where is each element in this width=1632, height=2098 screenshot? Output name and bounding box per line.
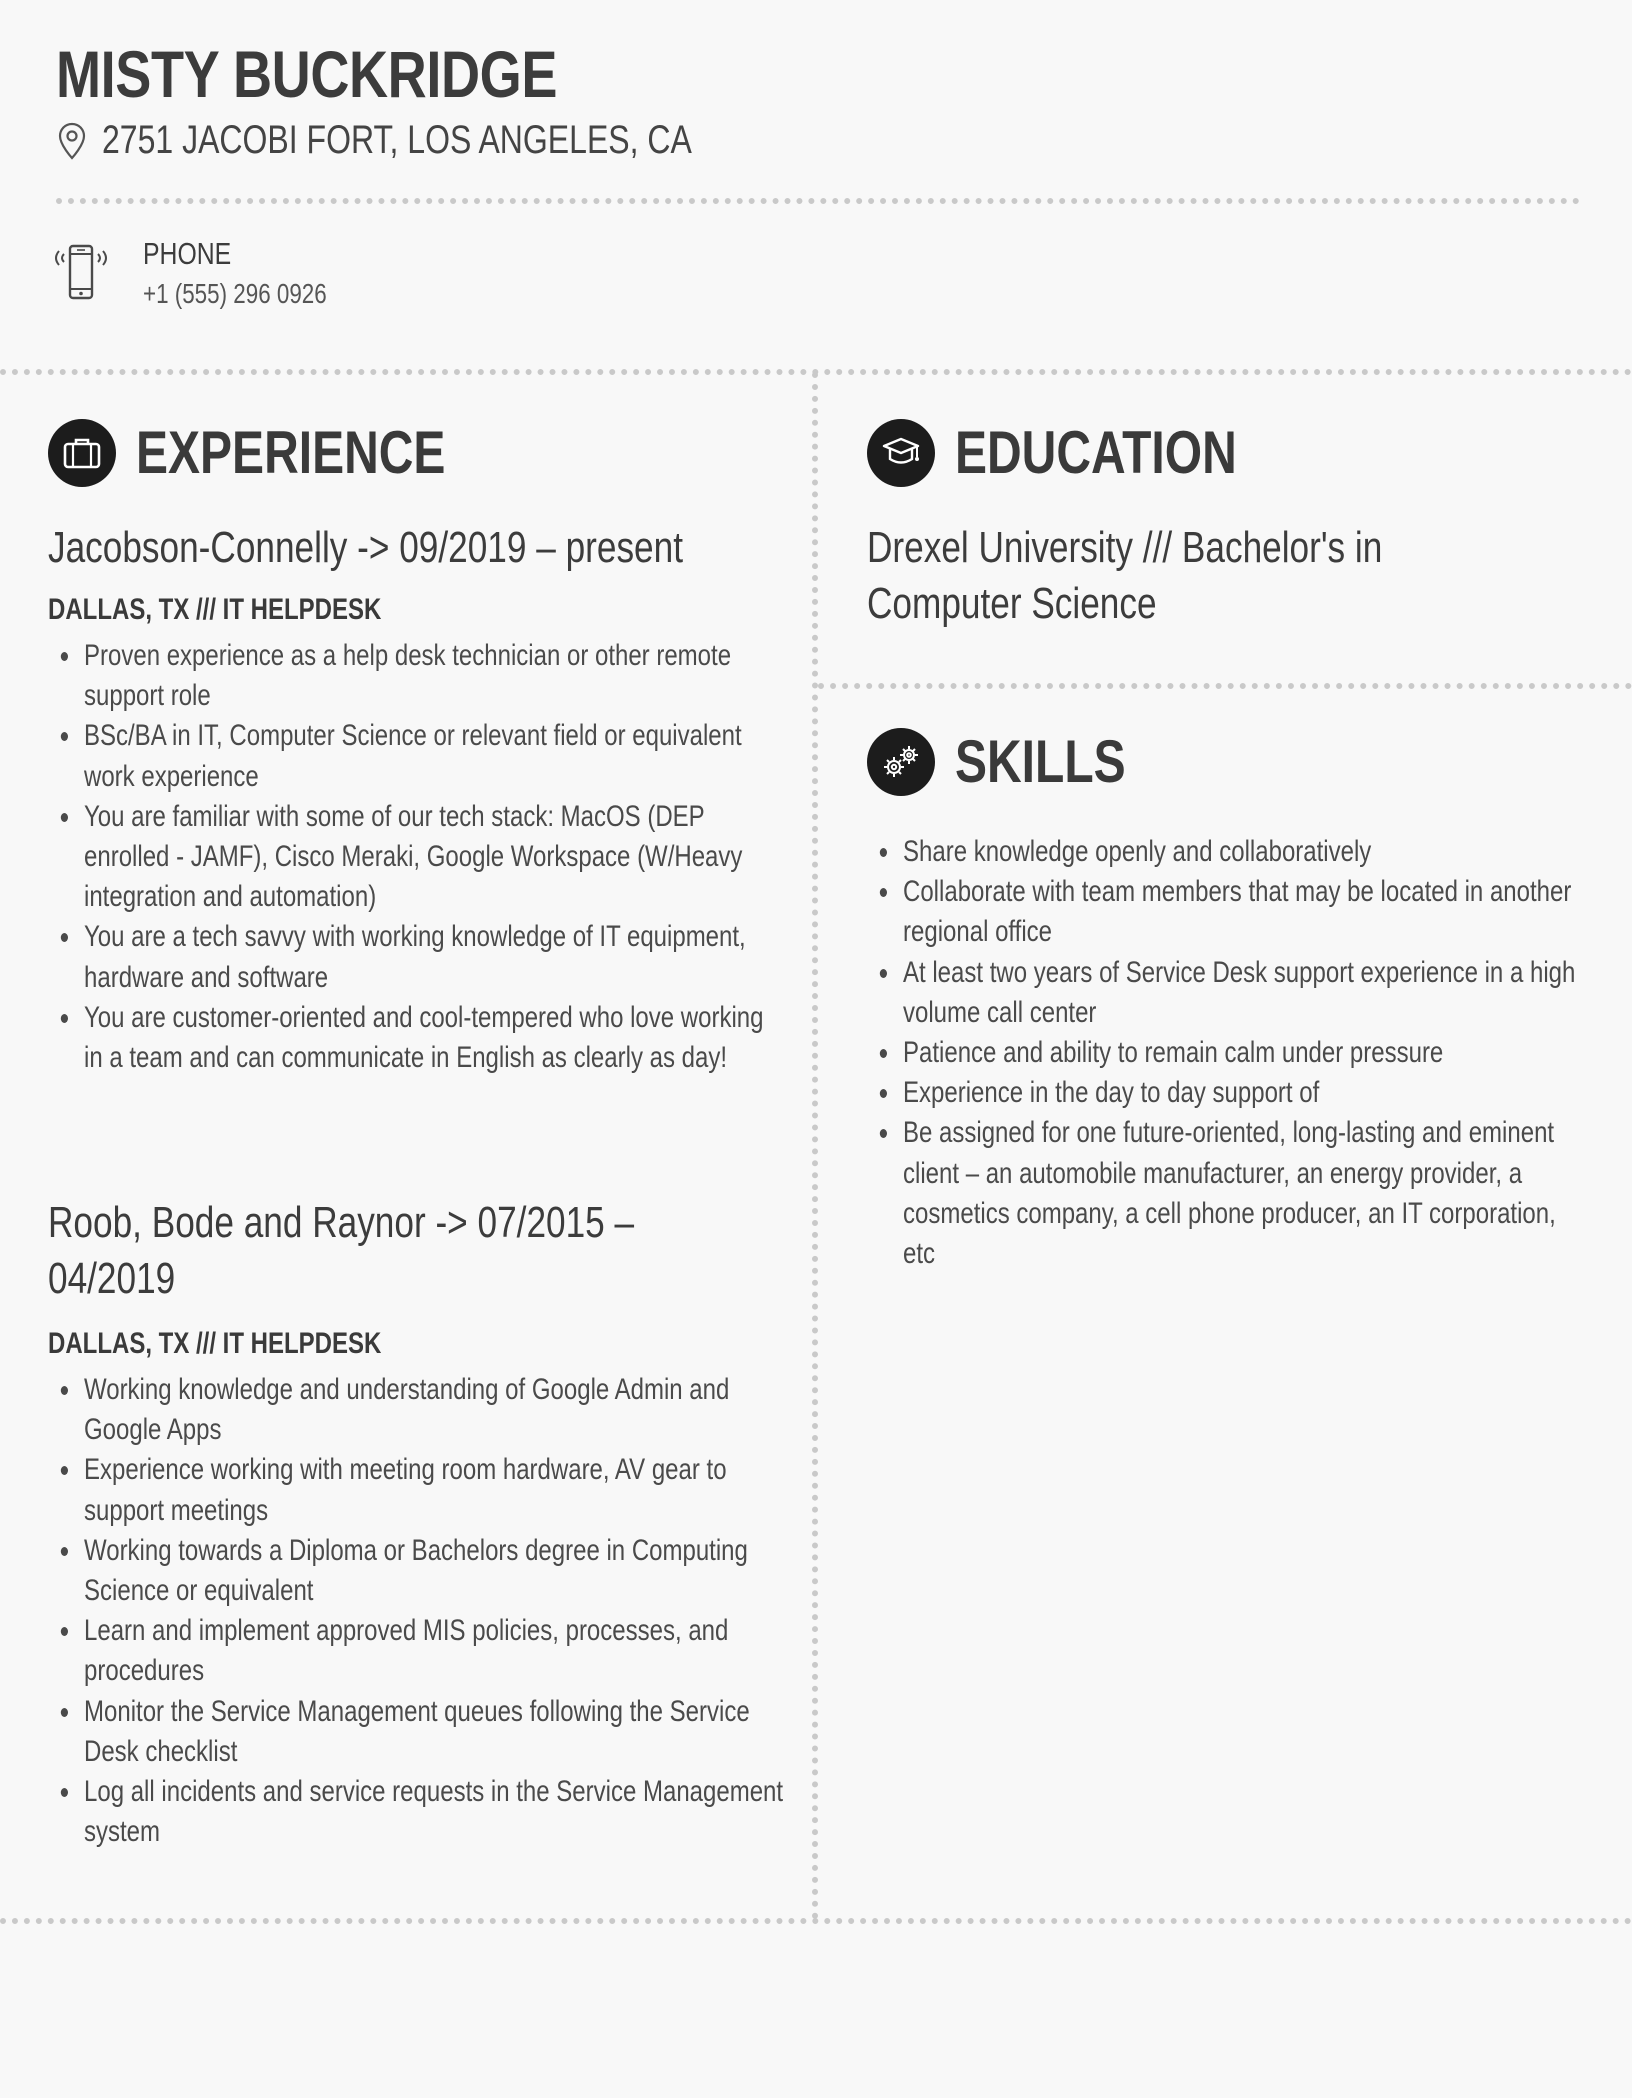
list-item: Log all incidents and service requests in the Service Management system <box>84 1772 788 1852</box>
education-skills-divider <box>818 683 1632 689</box>
job-location-role: DALLAS, TX /// IT HELPDESK <box>48 593 382 626</box>
header-divider <box>56 198 1580 204</box>
job-duties <box>48 1370 788 1852</box>
list-item: Experience in the day to day support of <box>903 1073 1587 1113</box>
education-heading <box>867 418 1307 487</box>
list-item: You are a tech savvy with working knowledge of IT equipment, hardware and software <box>84 917 788 997</box>
list-item: Monitor the Service Management queues following the Service Desk checklist <box>84 1692 788 1772</box>
job-entry-details <box>48 1324 788 1852</box>
job-title: Jacobson-Connelly -> 09/2019 – present <box>48 523 683 572</box>
list-item: Collaborate with team members that may be located in another regional office <box>903 872 1587 952</box>
bottom-divider <box>0 1918 1632 1924</box>
experience-title: EXPERIENCE <box>136 419 446 486</box>
column-divider <box>812 372 818 1920</box>
list-item: You are familiar with some of our tech stack: MacOS (DEP enrolled - JAMF), Cisco Meraki, Google Workspace (W/Heavy integration and automation) <box>84 797 788 918</box>
location-pin-icon <box>56 121 88 161</box>
experience-heading <box>48 418 523 487</box>
degree: Drexel University /// Bachelor's in Computer Science <box>867 523 1383 628</box>
gears-icon <box>867 728 935 796</box>
education-title: EDUCATION <box>955 419 1237 486</box>
skills-list <box>867 832 1587 1274</box>
skills-title: SKILLS <box>955 728 1126 795</box>
list-item: Proven experience as a help desk technician or other remote support role <box>84 636 788 716</box>
job-location-role: DALLAS, TX /// IT HELPDESK <box>48 1327 382 1360</box>
job-duties <box>48 636 788 1078</box>
skills-heading <box>867 727 1168 796</box>
list-item: At least two years of Service Desk support experience in a high volume call center <box>903 953 1587 1033</box>
education-entry <box>867 520 1582 632</box>
address-row <box>56 118 839 163</box>
graduation-cap-icon <box>867 419 935 487</box>
job-entry <box>48 520 788 1078</box>
phone-value: +1 (555) 296 0926 <box>143 278 327 309</box>
list-item: BSc/BA in IT, Computer Science or relevant field or equivalent work experience <box>84 716 788 796</box>
list-item: You are customer-oriented and cool-tempered who love working in a team and can communicate in English as clearly as day! <box>84 998 788 1078</box>
phone-icon <box>52 242 110 304</box>
phone-label: PHONE <box>143 236 232 271</box>
list-item: Working knowledge and understanding of Google Admin and Google Apps <box>84 1370 788 1450</box>
list-item: Working towards a Diploma or Bachelors degree in Computing Science or equivalent <box>84 1531 788 1611</box>
briefcase-icon <box>48 419 116 487</box>
address: 2751 JACOBI FORT, LOS ANGELES, CA <box>102 118 692 162</box>
list-item: Learn and implement approved MIS policies, processes, and procedures <box>84 1611 788 1691</box>
list-item: Patience and ability to remain calm under pressure <box>903 1033 1587 1073</box>
skills-list-container <box>867 832 1582 1274</box>
job-title: Roob, Bode and Raynor -> 07/2015 – 04/2019 <box>48 1198 635 1303</box>
job-entry <box>48 1195 788 1307</box>
list-item: Experience working with meeting room hardware, AV gear to support meetings <box>84 1450 788 1530</box>
list-item: Share knowledge openly and collaboratively <box>903 832 1587 872</box>
list-item: Be assigned for one future-oriented, long-lasting and eminent client – an automobile manufacturer, an energy provider, a cosmetics company, a cell phone producer, an IT corporation, etc <box>903 1113 1587 1274</box>
candidate-name: MISTY BUCKRIDGE <box>56 37 558 111</box>
